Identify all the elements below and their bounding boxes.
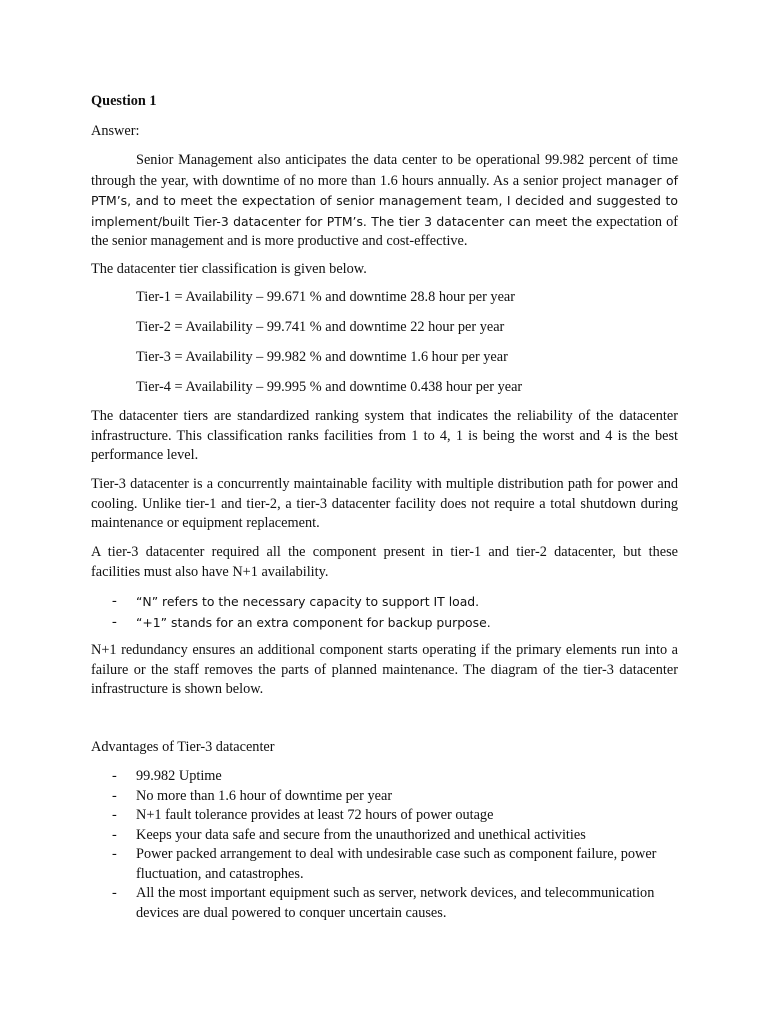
bullet-marker: - bbox=[112, 846, 117, 862]
intro-text-3: expectation of the senior management and is more productive and cost-effective. bbox=[91, 213, 678, 249]
list-item bbox=[112, 826, 678, 846]
bullet-marker: - bbox=[112, 768, 117, 784]
tier3-requirements: A tier-3 datacenter required all the component present in tier-1 and tier-2 datacenter, but these facilities must also have N+1 availability. bbox=[91, 544, 678, 580]
list-item bbox=[112, 767, 678, 787]
list-item bbox=[112, 787, 678, 807]
bullet-marker: - bbox=[112, 885, 117, 901]
bullet-text: N+1 fault tolerance provides at least 72 hours of power outage bbox=[136, 807, 494, 823]
classification-intro: The datacenter tier classification is given below. bbox=[91, 261, 367, 277]
bullet-marker: - bbox=[112, 826, 117, 843]
bullet-marker: - bbox=[112, 787, 117, 804]
bullet-marker: - bbox=[112, 613, 117, 630]
tier-4-line: Tier-4 = Availability – 99.995 % and downtime 0.438 hour per year bbox=[136, 379, 523, 395]
answer-label: Answer: bbox=[91, 123, 140, 139]
list-item bbox=[112, 806, 678, 826]
bullet-text: “N” refers to the necessary capacity to support IT load. bbox=[136, 594, 480, 609]
tiers-description: The datacenter tiers are standardized ranking system that indicates the reliability of the datacenter infrastructure. This classification ranks facilities from 1 to 4, 1 is being the worst and 4 is the best performance level. bbox=[91, 408, 678, 463]
bullet-marker: - bbox=[112, 593, 117, 609]
bullet-text: No more than 1.6 hour of downtime per year bbox=[136, 787, 393, 804]
advantages-heading: Advantages of Tier-3 datacenter bbox=[91, 739, 275, 755]
list-item bbox=[112, 845, 678, 884]
bullet-text: 99.982 Uptime bbox=[136, 768, 222, 784]
bullet-text: All the most important equipment such as server, network devices, and telecommunication devices are dual powered to conquer uncertain causes. bbox=[136, 885, 655, 921]
intro-text-1: Senior Management also anticipates the data center to be operational 99.982 percent of time through the year, with downtime of no more than 1.6 hours annually. As a senior project bbox=[91, 152, 678, 189]
bullet-text: “+1” stands for an extra component for backup purpose. bbox=[136, 614, 491, 630]
bullet-text: Keeps your data safe and secure from the unauthorized and unethical activities bbox=[136, 826, 586, 843]
tier-2-line: Tier-2 = Availability – 99.741 % and downtime 22 hour per year bbox=[136, 319, 505, 335]
intro-text-2: manager of PTM’s, and to meet the expectation of senior management team, I decided and suggested to implement/built Tier-3 datacenter for PTM’s. The tier 3 datacenter can meet the bbox=[91, 172, 678, 229]
tier-3-line: Tier-3 = Availability – 99.982 % and downtime 1.6 hour per year bbox=[136, 349, 508, 365]
bullet-text: Power packed arrangement to deal with undesirable case such as component failure, power fluctuation, and catastrophes. bbox=[136, 846, 657, 882]
list-item bbox=[112, 613, 678, 634]
advantages-list bbox=[112, 767, 678, 923]
list-item bbox=[112, 884, 678, 923]
redundancy-paragraph: N+1 redundancy ensures an additional component starts operating if the primary elements run into a failure or the staff removes the parts of planned maintenance. The diagram of the tier-3 datacenter infrastructure is shown below. bbox=[91, 642, 678, 697]
n-plus-one-list bbox=[112, 592, 678, 633]
question-title: Question 1 bbox=[91, 93, 157, 109]
tier3-description: Tier-3 datacenter is a concurrently maintainable facility with multiple distribution path for power and cooling. Unlike tier-1 and tier-2, a tier-3 datacenter facility does not require a total shutdown during maintenance or equipment replacement. bbox=[91, 476, 678, 531]
bullet-marker: - bbox=[112, 807, 117, 823]
tier-1-line: Tier-1 = Availability – 99.671 % and downtime 28.8 hour per year bbox=[136, 289, 516, 305]
intro-paragraph bbox=[91, 151, 678, 252]
list-item bbox=[112, 592, 678, 613]
